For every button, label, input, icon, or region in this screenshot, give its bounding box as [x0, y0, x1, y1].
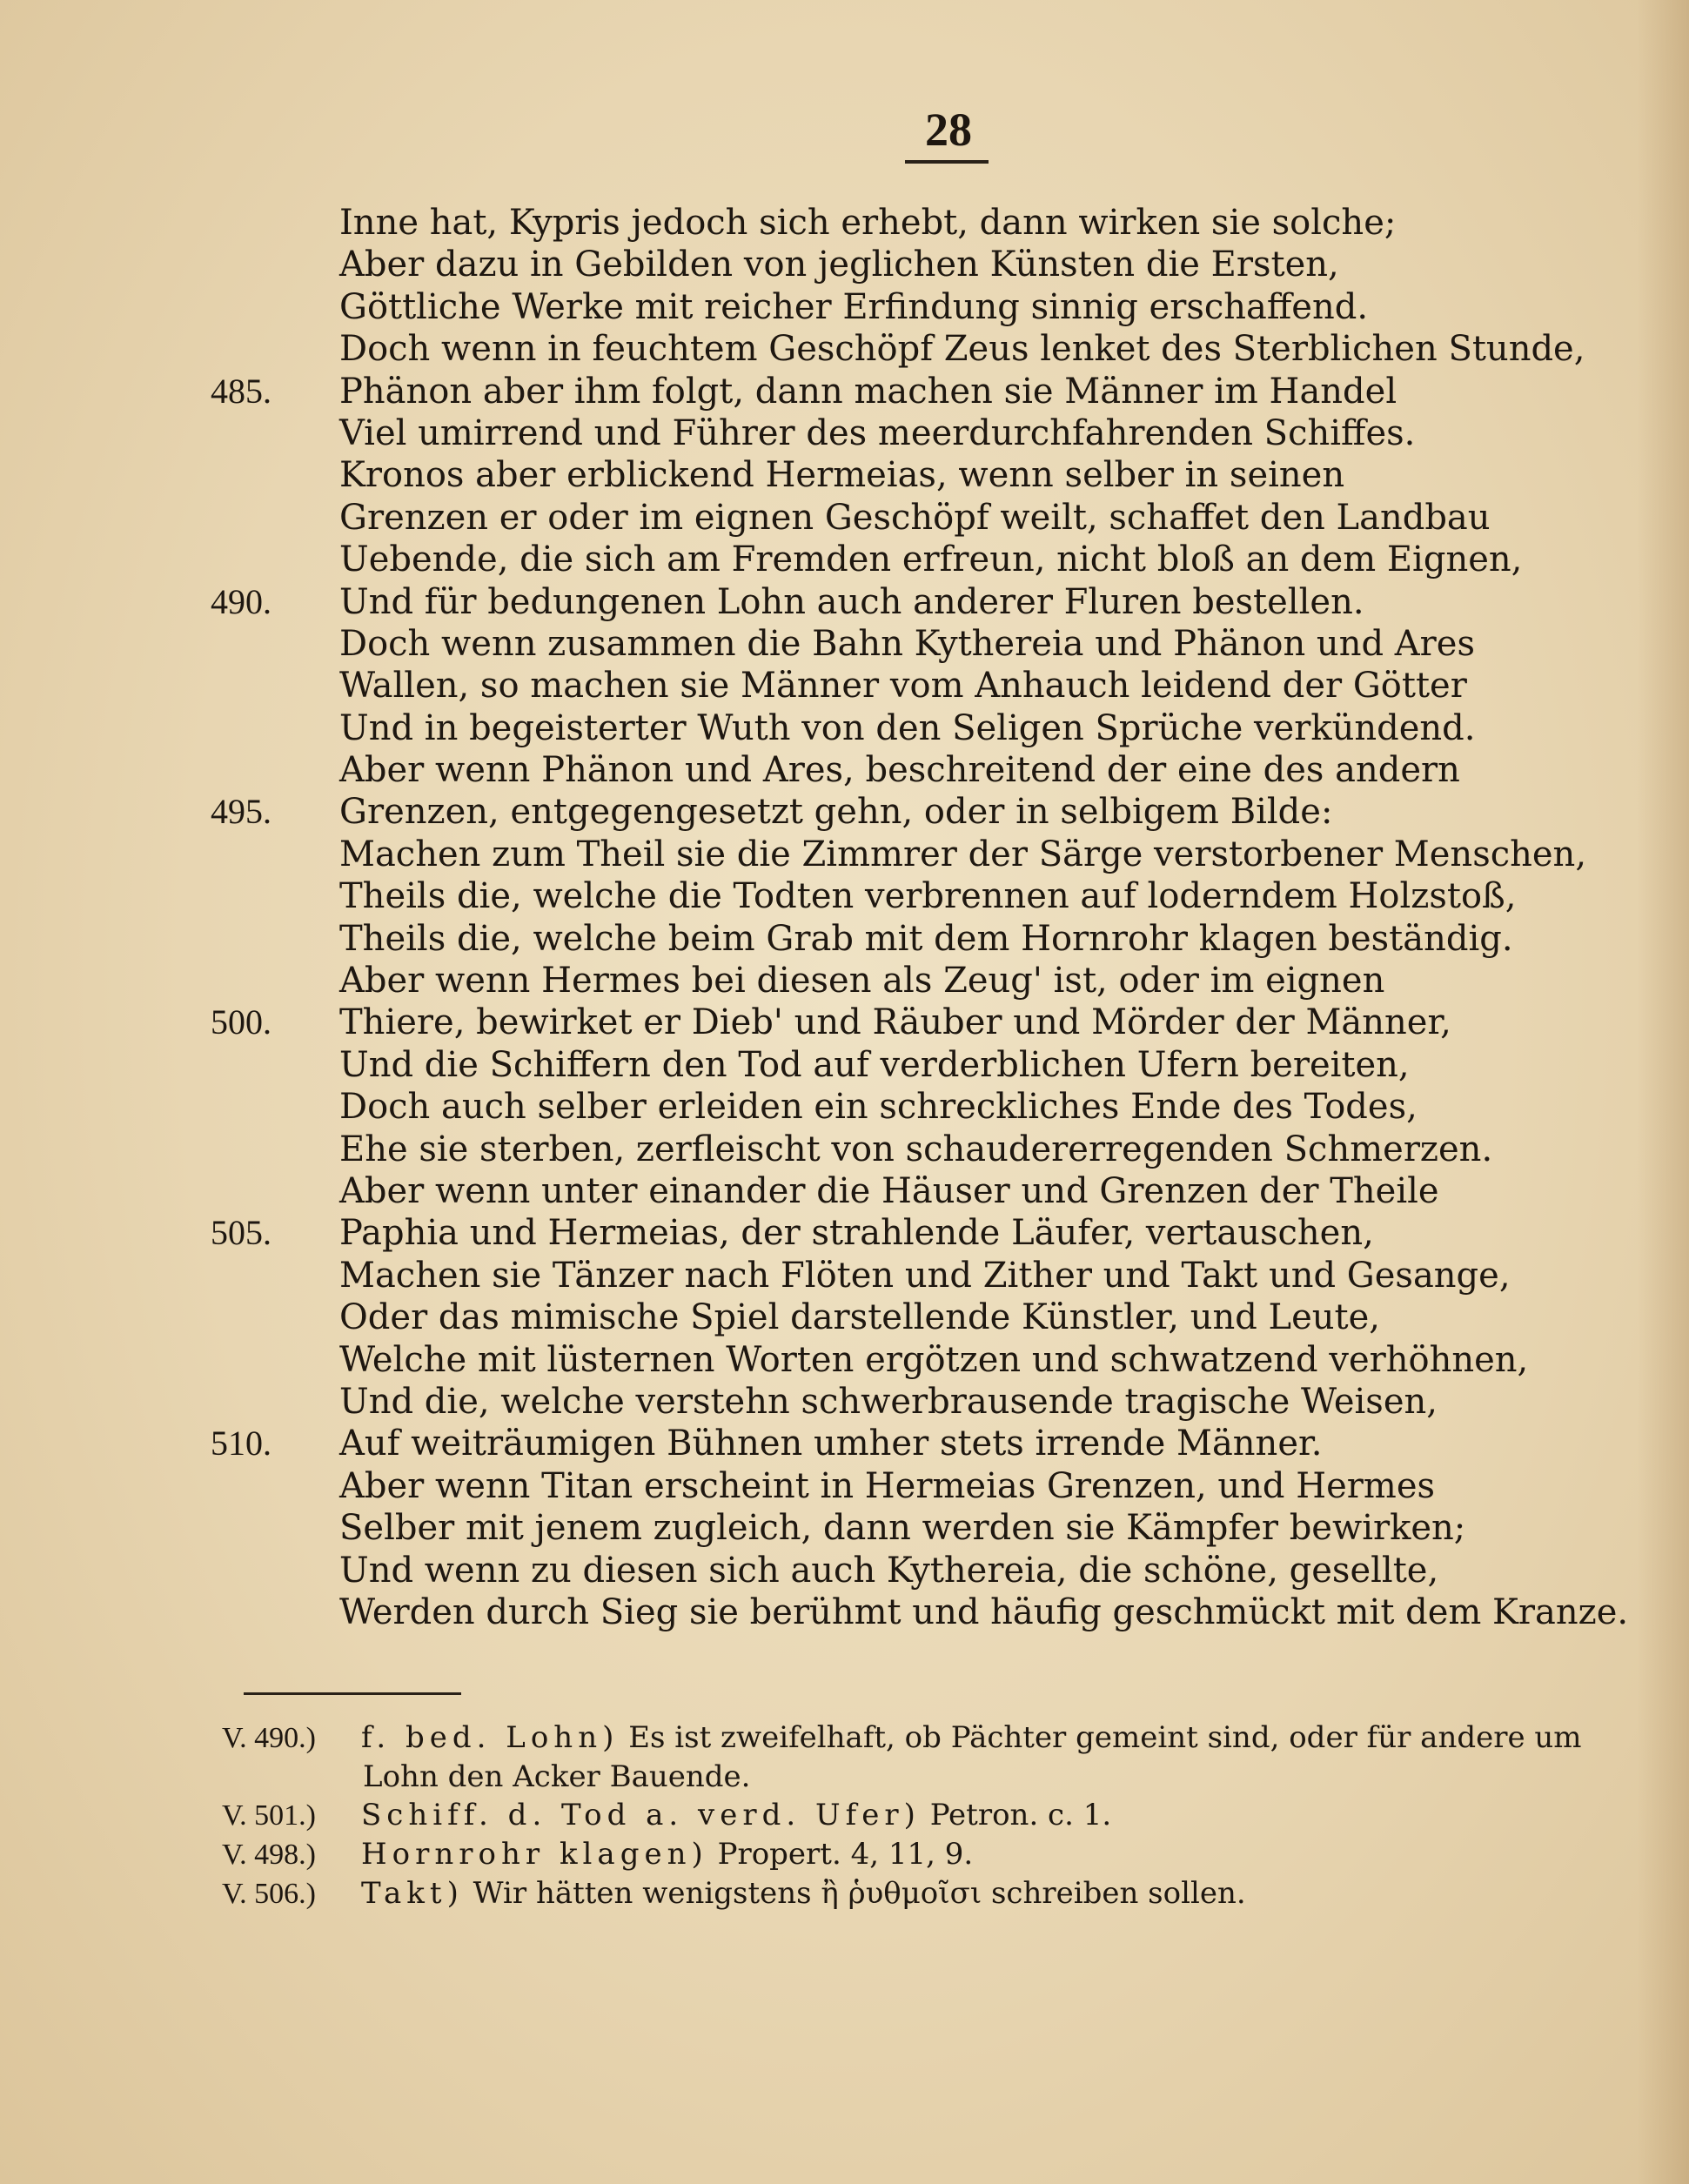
verse-line-text: Und die Schiffern den Tod auf verderblichen Ufern bereiten,: [339, 1044, 1410, 1085]
verse-line: [339, 623, 1523, 665]
verse-line-text: Grenzen er oder im eignen Geschöpf weilt, schaffet den Landbau: [339, 497, 1491, 538]
verse-line: [339, 328, 1585, 370]
footnote-lemma: Takt): [361, 1876, 464, 1911]
footnote: [222, 1718, 1632, 1758]
verse-block: [211, 202, 1629, 1633]
verse-line: [339, 1129, 1523, 1170]
footnote-ref: V. 490.): [222, 1722, 316, 1754]
footnote-lemma: Schiff. d. Tod a. verd. Ufer): [361, 1798, 921, 1832]
verse-line: [339, 749, 1523, 791]
verse-line-text: Viel umirrend und Führer des meerdurchfahrenden Schiffes.: [339, 412, 1416, 453]
verse-line: [211, 371, 1523, 412]
verse-line-text: Aber dazu in Gebilden von jeglichen Künsten die Ersten,: [339, 245, 1339, 285]
verse-line-text: Oder das mimische Spiel darstellende Künstler, und Leute,: [339, 1297, 1381, 1338]
verse-line: [339, 1086, 1523, 1128]
verse-line-text: Doch auch selber erleiden ein schreckliches Ende des Todes,: [339, 1087, 1418, 1128]
verse-line-text: Paphia und Hermeias, der strahlende Läufer, vertauschen,: [339, 1213, 1374, 1254]
verse-line: [339, 454, 1523, 496]
verse-line: [339, 665, 1523, 707]
footnote-separator: [244, 1692, 461, 1695]
verse-line-text: Und in begeisterter Wuth von den Seligen Sprüche verkündend.: [339, 707, 1476, 748]
verse-line: [339, 1044, 1523, 1086]
verse-line: [339, 1550, 1523, 1591]
verse-line-text: Phänon aber ihm folgt, dann machen sie Männer im Handel: [339, 371, 1397, 412]
verse-line-text: Auf weiträumigen Bühnen umher stets irrende Männer.: [339, 1424, 1323, 1464]
line-number: 510.: [211, 1424, 271, 1464]
verse-line: [211, 1423, 1523, 1464]
verse-line-text: Machen sie Tänzer nach Flöten und Zither und Takt und Gesange,: [339, 1255, 1511, 1296]
verse-line: [339, 1465, 1523, 1507]
footnotes-block: [222, 1718, 1632, 1913]
page-number: 28: [925, 104, 972, 156]
footnote: [222, 1874, 1632, 1913]
verse-line-text: Aber wenn Titan erscheint in Hermeias Grenzen, und Hermes: [339, 1465, 1436, 1506]
verse-line-text: Aber wenn Hermes bei diesen als Zeug' ist, oder im eignen: [339, 961, 1385, 1002]
line-number: 490.: [211, 581, 271, 621]
verse-line-text: Selber mit jenem zugleich, dann werden sie Kämpfer bewirken;: [339, 1508, 1466, 1549]
verse-line-text: Machen zum Theil sie die Zimmrer der Särge verstorbener Menschen,: [339, 834, 1587, 874]
verse-line-text: Inne hat, Kypris jedoch sich erhebt, dann wirken sie solche;: [339, 203, 1397, 243]
line-number: 495.: [211, 792, 271, 832]
page-edge-shadow: [1637, 0, 1689, 2184]
verse-line-text: Uebende, die sich am Fremden erfreun, nicht bloß an dem Eignen,: [339, 539, 1523, 580]
verse-line-text: Welche mit lüsternen Worten ergötzen und schwatzend verhöhnen,: [339, 1339, 1529, 1380]
verse-line: [339, 1507, 1523, 1549]
verse-line: [339, 1296, 1523, 1338]
verse-line-text: Aber wenn unter einander die Häuser und Grenzen der Theile: [339, 1170, 1439, 1211]
line-number: 485.: [211, 371, 271, 411]
verse-line-text: Und für bedungenen Lohn auch anderer Fluren bestellen.: [339, 581, 1364, 622]
verse-line: [211, 791, 1523, 833]
verse-line: [211, 581, 1523, 623]
verse-line-text: Thiere, bewirket er Dieb' und Räuber und Mörder der Männer,: [339, 1002, 1451, 1043]
verse-line: [339, 497, 1523, 539]
verse-line-text: Grenzen, entgegengesetzt gehn, oder in selbigem Bilde:: [339, 792, 1333, 833]
verse-line-text: Doch wenn in feuchtem Geschöpf Zeus lenket des Sterblichen Stunde,: [339, 329, 1585, 370]
page-number-underline: [905, 160, 989, 164]
footnote-text: Es ist zweifelhaft, ob Pächter gemeint sind, oder für andere um: [628, 1720, 1582, 1755]
footnote-ref: V. 498.): [222, 1839, 316, 1871]
footnote-ref: V. 501.): [222, 1799, 316, 1832]
verse-line: [339, 1339, 1529, 1381]
verse-line: [339, 1591, 1629, 1633]
verse-line: [339, 412, 1523, 454]
verse-line: [339, 834, 1587, 875]
verse-line-text: Aber wenn Phänon und Ares, beschreitend der eine des andern: [339, 750, 1460, 791]
verse-line: [339, 539, 1523, 580]
verse-line: [211, 1002, 1523, 1043]
verse-line-text: Göttliche Werke mit reicher Erfindung sinnig erschaffend.: [339, 286, 1369, 327]
footnote: [222, 1796, 1632, 1835]
verse-line: [211, 1212, 1523, 1254]
verse-line: [339, 286, 1523, 328]
footnote-text: Wir hätten wenigstens ἢ ῥυθμοῖσι schreiben sollen.: [473, 1876, 1246, 1911]
verse-line-text: Wallen, so machen sie Männer vom Anhauch leidend der Götter: [339, 666, 1467, 707]
verse-line-text: Kronos aber erblickend Hermeias, wenn selber in seinen: [339, 455, 1345, 496]
verse-line-text: Und wenn zu diesen sich auch Kythereia, die schöne, gesellte,: [339, 1550, 1439, 1591]
footnote-lemma: f. bed. Lohn): [361, 1720, 620, 1755]
verse-line: [339, 1255, 1523, 1296]
verse-line: [339, 202, 1523, 244]
verse-line: [339, 875, 1523, 917]
verse-line: [339, 1170, 1523, 1212]
footnote: [222, 1835, 1632, 1874]
line-number: 505.: [211, 1213, 271, 1253]
verse-line-text: Doch wenn zusammen die Bahn Kythereia und Phänon und Ares: [339, 623, 1475, 664]
verse-line: [339, 1381, 1523, 1423]
verse-line: [339, 960, 1523, 1002]
footnote-ref: V. 506.): [222, 1878, 316, 1910]
verse-line-text: Theils die, welche beim Grab mit dem Hornrohr klagen beständig.: [339, 918, 1513, 959]
verse-line: [339, 918, 1523, 960]
verse-line: [339, 707, 1523, 749]
verse-line-text: Und die, welche verstehn schwerbrausende tragische Weisen,: [339, 1381, 1438, 1422]
line-number: 500.: [211, 1002, 271, 1042]
verse-line-text: Werden durch Sieg sie berühmt und häufig geschmückt mit dem Kranze.: [339, 1591, 1629, 1632]
footnote-text: Propert. 4, 11, 9.: [717, 1837, 974, 1872]
verse-line: [339, 244, 1523, 285]
footnote-continuation: Lohn den Acker Bauende.: [363, 1759, 751, 1794]
footnote-lemma: Hornrohr klagen): [361, 1837, 708, 1872]
verse-line-text: Ehe sie sterben, zerfleischt von schaudererregenden Schmerzen.: [339, 1129, 1493, 1169]
verse-line-text: Theils die, welche die Todten verbrennen auf loderndem Holzstoß,: [339, 876, 1517, 917]
footnote-text: Petron. c. 1.: [929, 1798, 1112, 1832]
